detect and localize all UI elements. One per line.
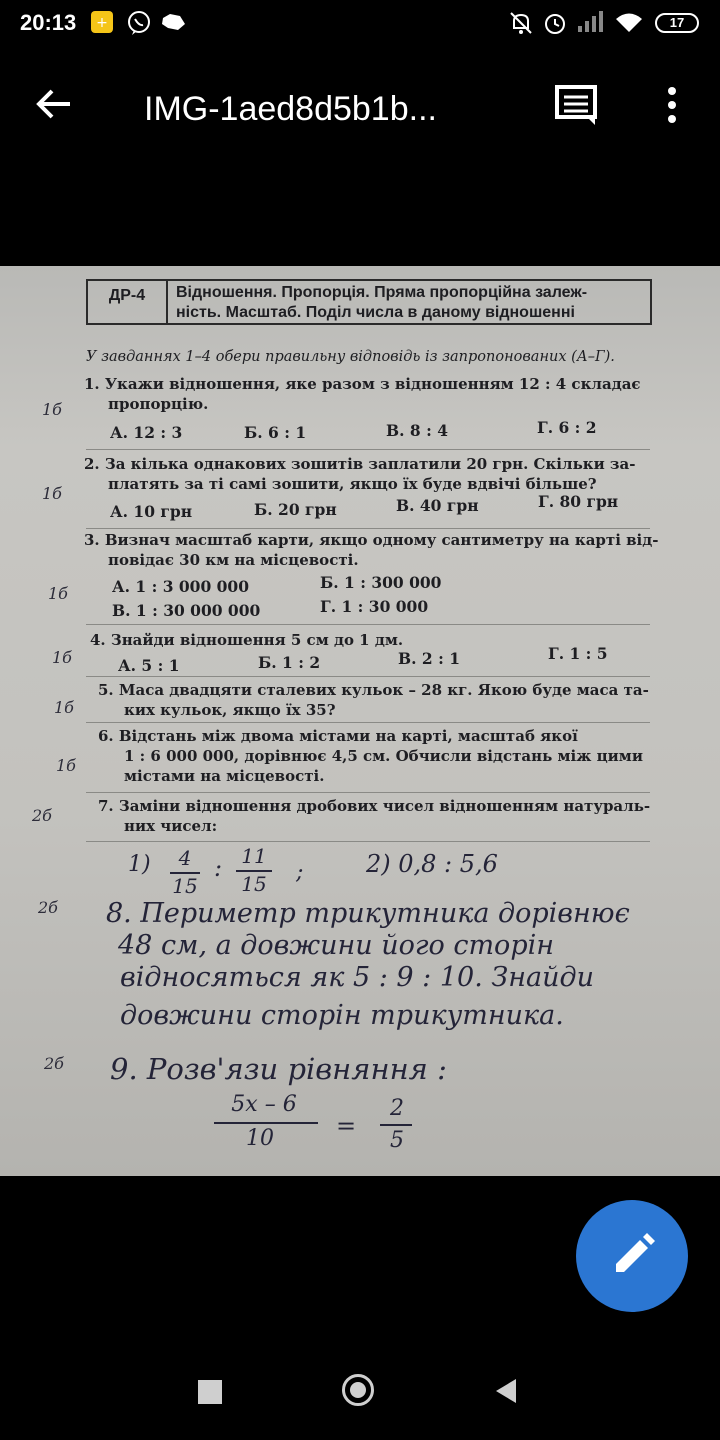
instruction: У завданнях 1–4 обери правильну відповідь із запропонованих (А–Г). (86, 349, 615, 365)
hw-eq-den: 10 (246, 1126, 274, 1151)
question-1 (84, 374, 641, 414)
question-5 (98, 680, 649, 720)
q5-line2: ких кульок, якщо їх 35? (124, 701, 336, 719)
fraction-bar (380, 1124, 412, 1126)
q7-line2: них чисел: (124, 817, 218, 835)
q2-option-d: Г. 80 грн (538, 492, 619, 511)
q3-option-b: Б. 1 : 300 000 (320, 573, 442, 592)
divider (86, 792, 650, 793)
hw-colon: : (214, 854, 223, 882)
status-bar (0, 0, 720, 48)
q7-line1: 7. Заміни відношення дробових чисел відношенням натураль- (98, 797, 651, 815)
app-bar (0, 48, 720, 168)
q2-line1: 2. За кілька однакових зошитів заплатили 20 грн. Скільки за- (84, 455, 636, 473)
divider (86, 841, 650, 842)
score-mark: 1б (52, 648, 72, 667)
q1-option-b: Б. 6 : 1 (244, 423, 307, 442)
game-icon (160, 10, 188, 39)
photo-viewer-image[interactable] (0, 266, 720, 1176)
q1-line2: пропорцію. (108, 395, 209, 413)
score-mark: 1б (42, 400, 62, 419)
hw-q7-part2: 2) 0,8 : 5,6 (366, 850, 498, 878)
score-mark: 2б (38, 898, 58, 917)
q3-option-a: А. 1 : 3 000 000 (112, 577, 250, 596)
status-time: 20:13 (20, 10, 77, 35)
q3-line1: 3. Визнач масштаб карти, якщо одному сантиметру на карті від- (84, 531, 659, 549)
divider (86, 449, 650, 450)
battery-icon: 17 (655, 13, 699, 33)
signal-icon (576, 10, 606, 39)
q6-line1: 6. Відстань між двома містами на карті, масштаб якої (98, 727, 578, 745)
image-title: IMG-1aed8d5b1b... (144, 90, 437, 128)
q2-line2: платять за ті самі зошити, якщо їх буде вдвічі більше? (108, 475, 597, 493)
divider (86, 528, 650, 529)
hw-q7-label: 1) (128, 852, 151, 877)
question-7 (98, 796, 650, 836)
q3-line2: повідає 30 км на місцевості. (108, 551, 359, 569)
hw-q8-line2: 48 см, а довжини його сторін (118, 930, 555, 961)
hw-q8-line4: довжини сторін трикутника. (120, 1000, 564, 1031)
back-arrow-icon[interactable] (34, 84, 74, 129)
q2-option-a: А. 10 грн (110, 502, 193, 521)
question-2 (84, 454, 635, 494)
hw-eq-sign: = (336, 1112, 357, 1140)
alarm-icon (542, 10, 568, 41)
q5-line1: 5. Маса двадцяти сталевих кульок – 28 кг. Якою буде маса та- (98, 681, 649, 699)
hw-frac2-den: 15 (241, 872, 267, 896)
score-mark: 1б (42, 484, 62, 503)
q2-option-c: В. 40 грн (396, 496, 479, 515)
worksheet-title-line2: ність. Масштаб. Поділ числа в даному відношенні (176, 304, 575, 321)
worksheet-title (176, 283, 646, 323)
q1-option-a: А. 12 : 3 (110, 423, 183, 442)
fraction-bar (214, 1122, 318, 1124)
q3-option-c: В. 1 : 30 000 000 (112, 601, 261, 620)
hw-q9-line1: 9. Розв'язи рівняння : (110, 1052, 447, 1086)
notification-app-icon (90, 10, 114, 39)
score-mark: 2б (32, 806, 52, 825)
q2-option-b: Б. 20 грн (254, 500, 337, 519)
score-mark: 1б (56, 756, 76, 775)
viber-icon (126, 10, 152, 41)
question-3 (84, 530, 658, 570)
q3-option-d: Г. 1 : 30 000 (320, 597, 429, 616)
wifi-icon (614, 10, 644, 39)
worksheet-header (86, 279, 652, 325)
q6-line3: містами на місцевості. (124, 767, 325, 785)
hw-eq-rden: 5 (390, 1128, 404, 1153)
svg-text:+: + (96, 15, 108, 31)
q1-line1: 1. Укажи відношення, яке разом з відношенням 12 : 4 складає (84, 375, 641, 393)
hw-q8-line3: відносяться як 5 : 9 : 10. Знайди (120, 962, 594, 993)
q6-line2: 1 : 6 000 000, дорівнює 4,5 см. Обчисли відстань між цими (124, 747, 643, 765)
more-vert-icon[interactable] (662, 86, 682, 131)
hw-frac1-num: 4 (178, 846, 192, 870)
edit-button[interactable] (576, 1200, 688, 1312)
q4-line1: 4. Знайди відношення 5 см до 1 дм. (90, 631, 404, 649)
hw-q8-line1: 8. Периметр трикутника дорівнює (106, 898, 630, 929)
q4-option-d: Г. 1 : 5 (548, 644, 608, 663)
worksheet-title-line1: Відношення. Пропорція. Пряма пропорційна залеж- (176, 284, 588, 301)
q4-option-a: А. 5 : 1 (118, 656, 180, 675)
score-mark: 2б (44, 1054, 64, 1073)
comment-icon[interactable] (554, 84, 598, 131)
hw-semicolon: ; (296, 860, 304, 885)
navigation-bar (0, 1340, 720, 1440)
edit-pencil-icon (576, 1200, 688, 1312)
worksheet-code: ДР-4 (88, 281, 168, 323)
question-6 (98, 726, 643, 786)
hw-eq-rnum: 2 (390, 1096, 404, 1121)
hw-eq-num: 5x – 6 (231, 1092, 297, 1117)
recents-square-icon[interactable] (198, 1380, 222, 1404)
divider (86, 722, 650, 723)
back-triangle-icon[interactable] (494, 1378, 518, 1409)
home-circle-icon[interactable] (342, 1374, 374, 1406)
hw-frac1-den: 15 (172, 874, 198, 898)
q4-option-b: Б. 1 : 2 (258, 653, 321, 672)
divider (86, 624, 650, 625)
question-4 (90, 630, 403, 650)
q1-option-d: Г. 6 : 2 (537, 418, 597, 437)
hw-frac2-num: 11 (241, 844, 267, 868)
divider (86, 676, 650, 677)
score-mark: 1б (48, 584, 68, 603)
q1-option-c: В. 8 : 4 (386, 421, 448, 440)
mute-bell-icon (508, 10, 534, 41)
q4-option-c: В. 2 : 1 (398, 649, 460, 668)
score-mark: 1б (54, 698, 74, 717)
